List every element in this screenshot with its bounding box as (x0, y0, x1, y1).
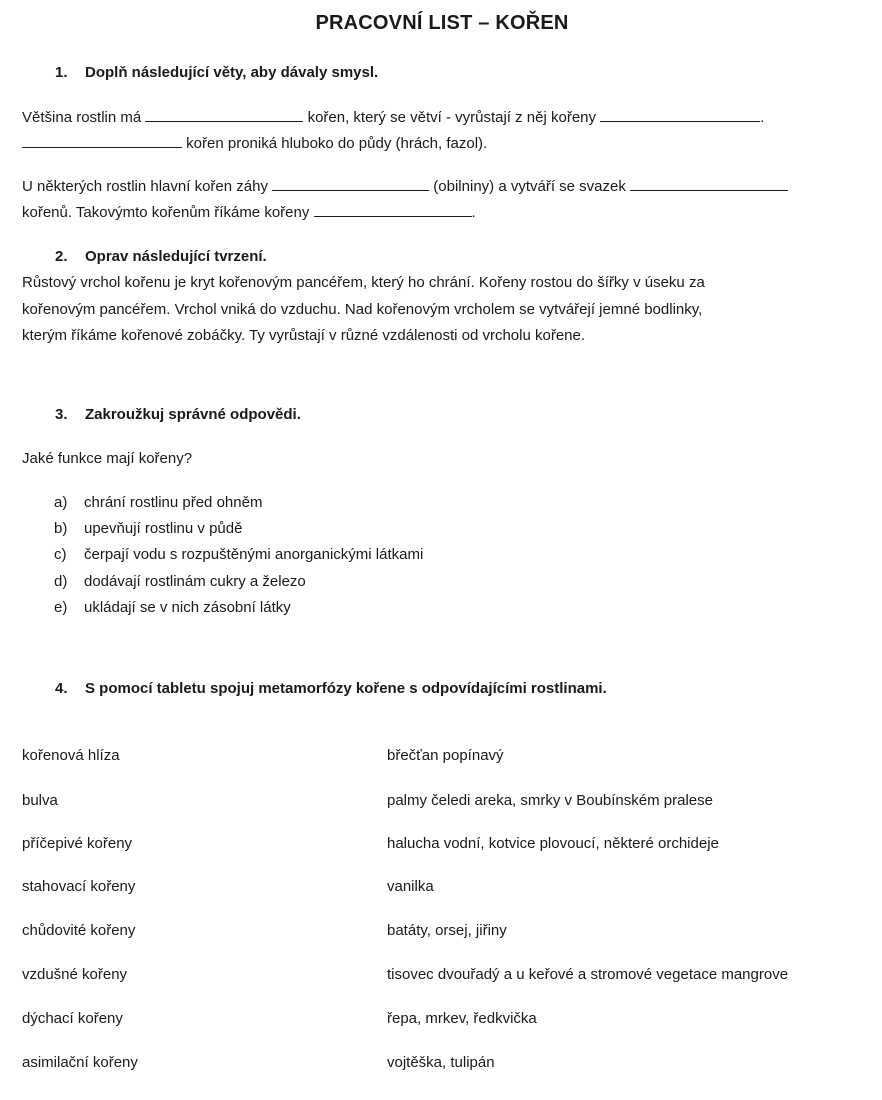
task1-text-3a: U některých rostlin hlavní kořen záhy (22, 178, 268, 195)
plant-item[interactable]: vojtěška, tulipán (387, 1054, 495, 1071)
root-type-item[interactable]: stahovací kořeny (22, 878, 136, 895)
task2-heading-text: Oprav následující tvrzení. (85, 248, 267, 265)
plant-item[interactable]: batáty, orsej, jiřiny (387, 922, 507, 939)
answer-blank-5[interactable] (630, 176, 788, 191)
root-type-item[interactable]: dýchací kořeny (22, 1010, 123, 1027)
task1-text-1b: kořen, který se větví - vyrůstají z něj kořeny (307, 109, 596, 126)
task1-heading (55, 64, 378, 81)
root-type-item[interactable]: kořenová hlíza (22, 747, 120, 764)
plant-item[interactable]: palmy čeledi areka, smrky v Boubínském pralese (387, 792, 713, 809)
task1-heading-text: Doplň následující věty, aby dávaly smysl. (85, 64, 379, 81)
answer-option-e[interactable] (54, 599, 291, 616)
task3-heading-text: Zakroužkuj správné odpovědi. (85, 406, 301, 423)
task4-heading (55, 680, 607, 697)
option-letter: b) (54, 520, 68, 537)
option-letter: e) (54, 599, 68, 616)
plant-item[interactable]: halucha vodní, kotvice plovoucí, některé orchideje (387, 835, 719, 852)
task1-line-4 (22, 202, 476, 221)
task1-line-2 (22, 133, 487, 152)
task2-number: 2. (55, 248, 68, 265)
task1-text-2a: kořen proniká hluboko do půdy (hrách, fazol). (186, 135, 488, 152)
root-type-item[interactable]: bulva (22, 792, 58, 809)
answer-option-b[interactable] (54, 520, 242, 537)
task2-statement-line: kořenovým pancéřem. Vrchol vniká do vzduchu. Nad kořenovým vrcholem se vytvářejí jemné bodlinky, (22, 301, 703, 318)
answer-blank-1[interactable] (145, 107, 303, 122)
plant-item[interactable]: řepa, mrkev, ředkvička (387, 1010, 537, 1027)
option-letter: a) (54, 494, 68, 511)
answer-option-d[interactable] (54, 573, 306, 590)
option-letter: d) (54, 573, 68, 590)
root-type-item[interactable]: chůdovité kořeny (22, 922, 136, 939)
task2-heading (55, 248, 267, 265)
task2-statement-line: kterým říkáme kořenové zobáčky. Ty vyrůstají v různé vzdálenosti od vrcholu kořene. (22, 327, 586, 344)
option-text: dodávají rostlinám cukry a železo (84, 573, 306, 590)
task3-number: 3. (55, 406, 68, 423)
task3-question: Jaké funkce mají kořeny? (22, 450, 193, 467)
task1-line-1 (22, 107, 764, 126)
page-title: PRACOVNÍ LIST – KOŘEN (315, 12, 569, 34)
task1-line-3 (22, 176, 788, 195)
plant-item[interactable]: břečťan popínavý (387, 747, 504, 764)
task1-text-4b: . (471, 204, 476, 221)
answer-option-a[interactable] (54, 494, 262, 511)
root-type-item[interactable]: příčepivé kořeny (22, 835, 133, 852)
root-type-item[interactable]: asimilační kořeny (22, 1054, 138, 1071)
task1-text-1a: Většina rostlin má (22, 109, 142, 126)
option-text: upevňují rostlinu v půdě (84, 520, 243, 537)
task1-text-3b: (obilniny) a vytváří se svazek (433, 178, 626, 195)
answer-blank-2[interactable] (600, 107, 760, 122)
task4-heading-text: S pomocí tabletu spojuj metamorfózy kořene s odpovídajícími rostlinami. (85, 680, 607, 697)
task1-text-1c: . (760, 109, 765, 126)
plant-item[interactable]: vanilka (387, 878, 434, 895)
root-type-item[interactable]: vzdušné kořeny (22, 966, 128, 983)
task3-heading (55, 406, 301, 423)
task1-text-4a: kořenů. Takovýmto kořenům říkáme kořeny (22, 204, 310, 221)
option-text: ukládají se v nich zásobní látky (84, 599, 291, 616)
answer-option-c[interactable] (54, 546, 423, 563)
answer-blank-6[interactable] (314, 202, 472, 217)
task4-number: 4. (55, 680, 68, 697)
task1-number: 1. (55, 64, 68, 81)
option-text: čerpají vodu s rozpuštěnými anorganickými látkami (84, 546, 424, 563)
answer-blank-4[interactable] (272, 176, 429, 191)
task2-statement-line: Růstový vrchol kořenu je kryt kořenovým pancéřem, který ho chrání. Kořeny rostou do šířky v úseku za (22, 274, 705, 291)
answer-blank-3[interactable] (22, 133, 182, 148)
plant-item[interactable]: tisovec dvouřadý a u keřové a stromové vegetace mangrove (387, 966, 789, 983)
option-text: chrání rostlinu před ohněm (84, 494, 263, 511)
option-letter: c) (54, 546, 67, 563)
